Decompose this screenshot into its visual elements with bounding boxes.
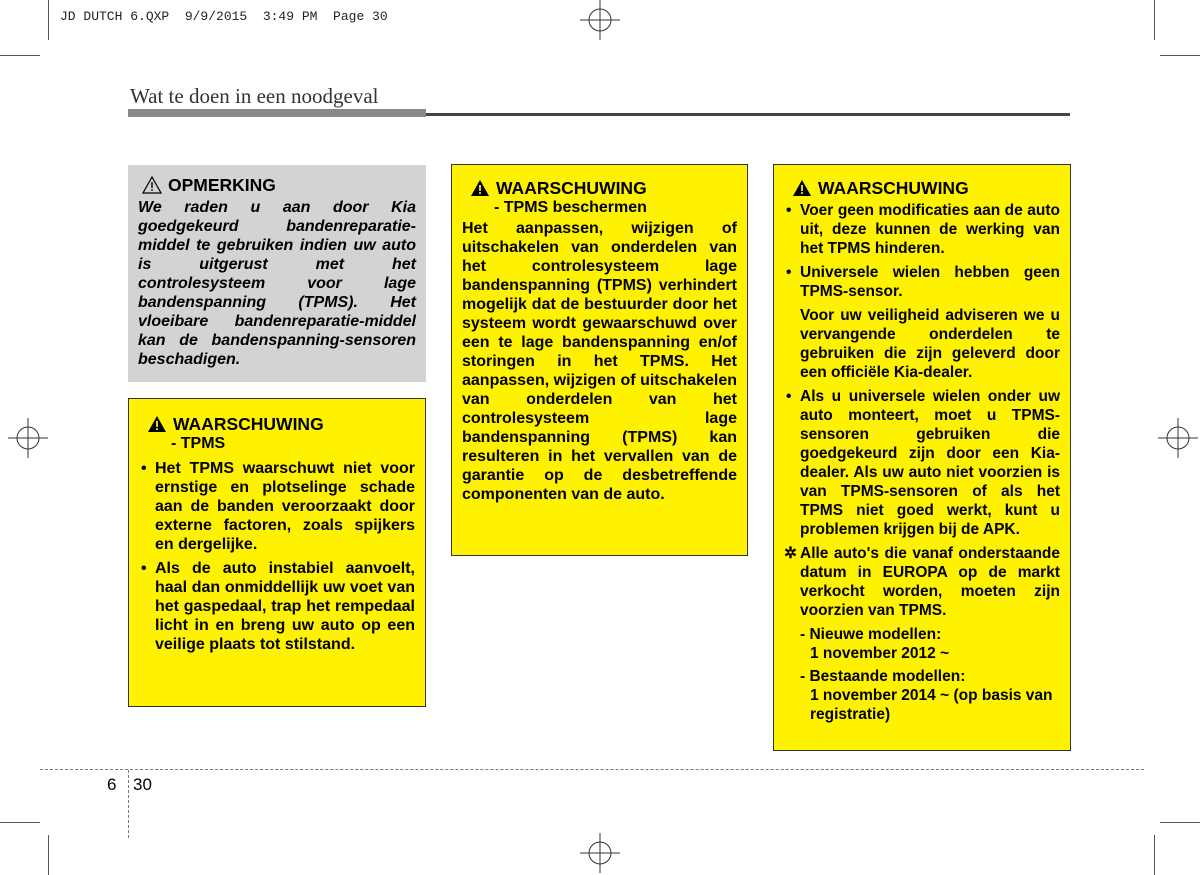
model-label: - Bestaande modellen: xyxy=(800,668,966,685)
crop-mark xyxy=(0,822,40,823)
caution-triangle-icon xyxy=(142,176,162,194)
warning-box-tpms xyxy=(128,398,426,707)
model-entry xyxy=(784,625,1060,663)
warning-title: WAARSCHUWING xyxy=(496,178,647,198)
registration-mark-icon xyxy=(8,418,48,458)
warning-triangle-icon xyxy=(147,415,167,433)
model-entry xyxy=(784,667,1060,724)
model-date: 1 november 2014 ~ (op basis van registratie) xyxy=(810,687,1053,723)
star-note-icon: ✲ xyxy=(784,545,797,562)
warning-title-row xyxy=(470,177,737,199)
warning-bullet-list xyxy=(139,459,415,654)
model-date: 1 november 2012 ~ xyxy=(810,645,950,662)
header-rule xyxy=(128,109,426,117)
model-label: - Nieuwe modellen: xyxy=(800,626,942,643)
warning-bullet-list xyxy=(784,201,1060,301)
warning-title-row xyxy=(147,413,415,435)
page-header-title: Wat te doen in een noodgeval xyxy=(130,84,379,108)
footer-divider xyxy=(128,770,129,838)
header-rule xyxy=(426,113,1070,116)
list-item: • Het TPMS waarschuwt niet voor ernstige en plotselinge schade aan de banden veroorzaakt door externe factoren, zoals spijkers en dergelijke. xyxy=(139,459,415,554)
print-slug: JD DUTCH 6.QXP 9/9/2015 3:49 PM Page 30 xyxy=(60,9,388,24)
crop-mark xyxy=(0,55,40,56)
list-item: • Universele wielen hebben geen TPMS-sensor. xyxy=(784,263,1060,301)
warning-text: Het aanpassen, wijzigen of uitschakelen van onderdelen van het controlesysteem lage bandenspanning (TPMS) verhindert mogelijk dat de bestuurder door het systeem wordt gewaarschuwd over een te lage bandenspanning en/of storingen in het TPMS. Het aanpassen, wijzigen of uitschakelen van onderdelen van het controlesysteem lage bandenspanning (TPMS) kan resulteren in het vervallen van de garantie op de desbetreffende componenten van de auto. xyxy=(462,220,737,503)
note-title-row xyxy=(142,174,416,196)
section-number: 6 xyxy=(107,775,117,794)
list-item: • Als de auto instabiel aanvoelt, haal dan onmiddellijk uw voet van het gaspedaal, trap het rempedaal licht in en breng uw auto op een veilige plaats tot stilstand. xyxy=(139,559,415,654)
crop-mark xyxy=(1160,822,1200,823)
warning-title: WAARSCHUWING xyxy=(173,414,324,434)
registration-mark-icon xyxy=(1158,418,1198,458)
warning-subtitle: - TPMS beschermen xyxy=(494,199,647,216)
crop-mark xyxy=(1154,835,1155,875)
warning-box-universal-wheels xyxy=(773,164,1071,751)
note-text: We raden u aan door Kia goedgekeurd bandenreparatie-middel te gebruiken indien uw auto is uitgerust met het controlesysteem voor lage bandenspanning (TPMS). Het vloeibare bandenreparatie-middel kan de bandenspanning-sensoren beschadigen. xyxy=(138,199,416,368)
warning-triangle-icon xyxy=(792,179,812,197)
warning-paragraph: Voor uw veiligheid adviseren we u vervangende onderdelen te gebruiken die zijn geleverd door een officiële Kia-dealer. xyxy=(800,307,1060,381)
note-title: OPMERKING xyxy=(168,175,276,195)
crop-mark xyxy=(48,0,49,40)
warning-title-row xyxy=(792,177,1060,199)
warning-triangle-icon xyxy=(470,179,490,197)
warning-box-tpms-protect xyxy=(451,164,748,556)
star-note xyxy=(784,544,1060,620)
warning-title: WAARSCHUWING xyxy=(818,178,969,198)
page-number: 30 xyxy=(133,775,152,794)
list-item: • Voer geen modificaties aan de auto uit, deze kunnen de werking van het TPMS hinderen. xyxy=(784,201,1060,258)
footer-rule xyxy=(40,769,1144,770)
list-item: • Als u universele wielen onder uw auto monteert, moet u TPMS-sensoren gebruiken die goedgekeurd zijn door een Kia-dealer. Als uw auto niet voorzien is van TPMS-sensoren of als het TPMS niet goed werkt, kunt u problemen krijgen bij de APK. xyxy=(784,387,1060,539)
warning-bullet-list xyxy=(784,387,1060,539)
warning-subtitle: - TPMS xyxy=(171,435,226,452)
crop-mark xyxy=(1154,0,1155,40)
star-note-text: Alle auto's die vanaf onderstaande datum in EUROPA op de markt verkocht worden, moeten zijn voorzien van TPMS. xyxy=(800,545,1060,619)
registration-mark-icon xyxy=(580,833,620,873)
crop-mark xyxy=(1160,55,1200,56)
registration-mark-icon xyxy=(580,0,620,40)
note-box xyxy=(128,165,426,382)
crop-mark xyxy=(48,835,49,875)
